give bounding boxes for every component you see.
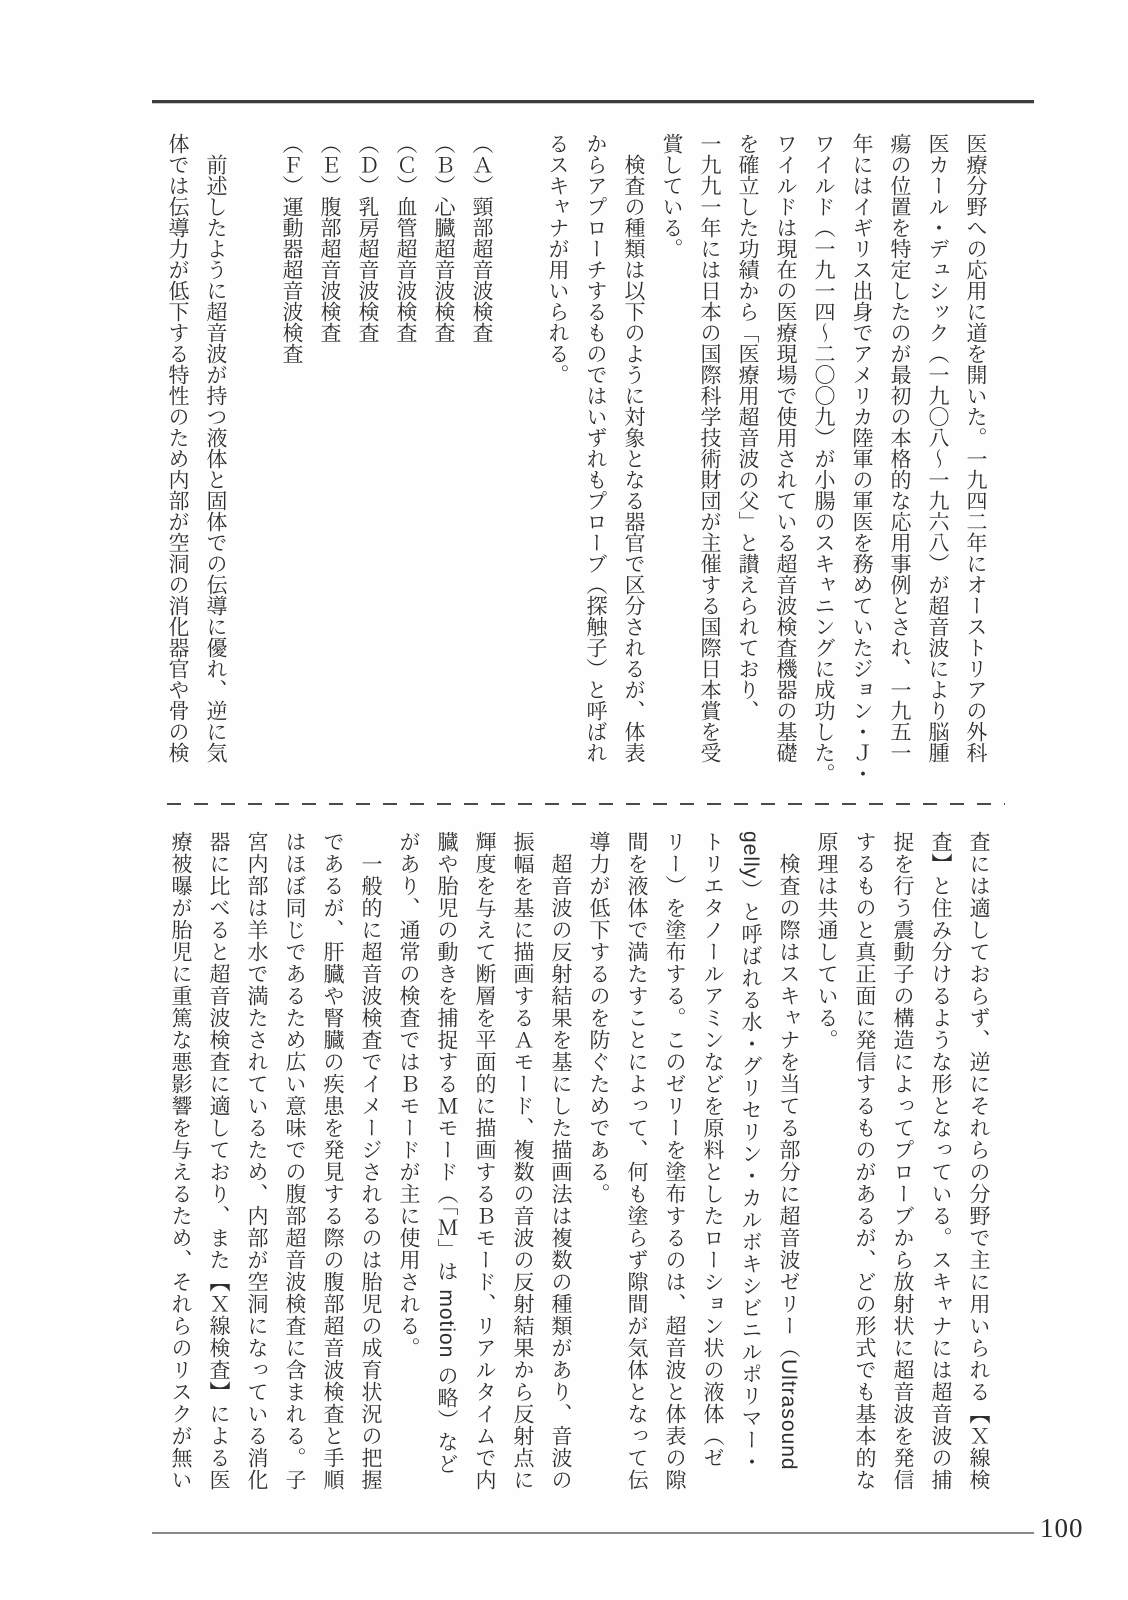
- text-column: トリエタノールアミンなどを原料としたローション状の液体（ゼ: [701, 831, 724, 1469]
- text-column: gelly）と呼ばれる水・グリセリン・カルボキシビニルポリマー・: [739, 831, 762, 1474]
- text-column: はほぼ同じであるため広い意味での腹部超音波検査に含まれる。子: [283, 831, 306, 1491]
- text-column: （Ｄ）乳房超音波検査: [356, 133, 379, 343]
- text-column: 器に比べると超音波検査に適しており、また【Ｘ線検査】による医: [207, 831, 230, 1491]
- text-column: 一九九一年には日本の国際科学技術財団が主催する国際日本賞を受: [698, 133, 721, 763]
- text-column: 捉を行う震動子の構造によってプローブから放射状に超音波を発信: [891, 831, 914, 1491]
- text-column: 査には適しておらず、逆にそれらの分野で主に用いられる【Ｘ線検: [967, 831, 990, 1491]
- text-column: [500, 133, 538, 765]
- text-column: 賞している。: [660, 133, 683, 259]
- text-column: 年にはイギリス出身でアメリカ陸軍の軍医を務めていたジョン・Ｊ・: [850, 133, 873, 784]
- text-column: （Ｆ）運動器超音波検査: [280, 133, 303, 364]
- text-column: 振幅を基に描画するＡモード、複数の音波の反射結果から反射点に: [511, 831, 534, 1491]
- text-column: からアプローチするものではいずれもプローブ（探触子）と呼ばれ: [584, 133, 607, 763]
- text-column: 原理は共通している。: [815, 831, 838, 1051]
- text-column: 宮内部は羊水で満たされているため、内部が空洞になっている消化: [245, 831, 268, 1491]
- bottom-rule: [152, 1532, 1034, 1534]
- text-column: 検査の種類は以下のように対象となる器官で区分されるが、体表: [622, 133, 645, 763]
- text-column: 医療分野への応用に道を開いた。一九四二年にオーストリアの外科: [964, 133, 987, 763]
- text-column: 一般的に超音波検査でイメージされるのは胎児の成育状況の把握: [359, 831, 382, 1491]
- text-column: するものと真正面に発信するものがあるが、どの形式でも基本的な: [853, 831, 876, 1491]
- text-column: ワイルド（一九一四～二〇〇九）が小腸のスキャニングに成功した。: [812, 133, 835, 784]
- text-column: を確立した功績から「医療用超音波の父」と讃えられており、: [736, 133, 759, 721]
- text-column: 体では伝導力が低下する特性のため内部が空洞の消化器官や骨の検: [166, 133, 189, 763]
- text-column: 輝度を与えて断層を平面的に描画するＢモード、リアルタイムで内: [473, 831, 496, 1491]
- text-column: 査】と住み分けるような形となっている。スキャナには超音波の捕: [929, 831, 952, 1491]
- text-column: 間を液体で満たすことによって、何も塗らず隙間が気体となって伝: [625, 831, 648, 1491]
- text-column: 瘍の位置を特定したのが最初の本格的な応用事例とされ、一九五一: [888, 133, 911, 763]
- text-column: ワイルドは現在の医療現場で使用されている超音波検査機器の基礎: [774, 133, 797, 763]
- text-column: 臓や胎児の動きを捕捉するＭモード（「Ｍ」は motion の略）など: [435, 831, 458, 1476]
- text-column: （Ａ）頸部超音波検査: [470, 133, 493, 343]
- text-column: （Ｅ）腹部超音波検査: [318, 133, 341, 343]
- text-column: であるが、肝臓や腎臓の疾患を発見する際の腹部超音波検査と手順: [321, 831, 344, 1491]
- text-column: 医カール・デュシック（一九〇八～一九六八）が超音波により脳腫: [926, 133, 949, 763]
- text-column: （Ｃ）血管超音波検査: [394, 133, 417, 343]
- text-column: 療被曝が胎児に重篤な悪影響を与えるため、それらのリスクが無い: [169, 831, 192, 1491]
- page-number: 100: [1040, 1513, 1084, 1543]
- text-column: があり、通常の検査ではＢモードが主に使用される。: [397, 831, 420, 1359]
- section-divider-dashed: [167, 803, 1005, 805]
- text-column: 超音波の反射結果を基にした描画法は複数の種類があり、音波の: [549, 831, 572, 1491]
- top-text-block: [158, 133, 994, 784]
- text-column: リー）を塗布する。このゼリーを塗布するのは、超音波と体表の隙: [663, 831, 686, 1491]
- text-column: [234, 133, 272, 765]
- text-column: るスキャナが用いられる。: [546, 133, 569, 385]
- bottom-text-block: [161, 831, 997, 1493]
- top-rule: [152, 100, 1034, 104]
- text-column: 導力が低下するのを防ぐためである。: [587, 831, 610, 1205]
- text-column: 前述したように超音波が持つ液体と固体での伝導に優れ、逆に気: [204, 133, 227, 763]
- text-column: 検査の際はスキャナを当てる部分に超音波ゼリー（Ultrasound: [777, 831, 800, 1471]
- text-column: （Ｂ）心臓超音波検査: [432, 133, 455, 343]
